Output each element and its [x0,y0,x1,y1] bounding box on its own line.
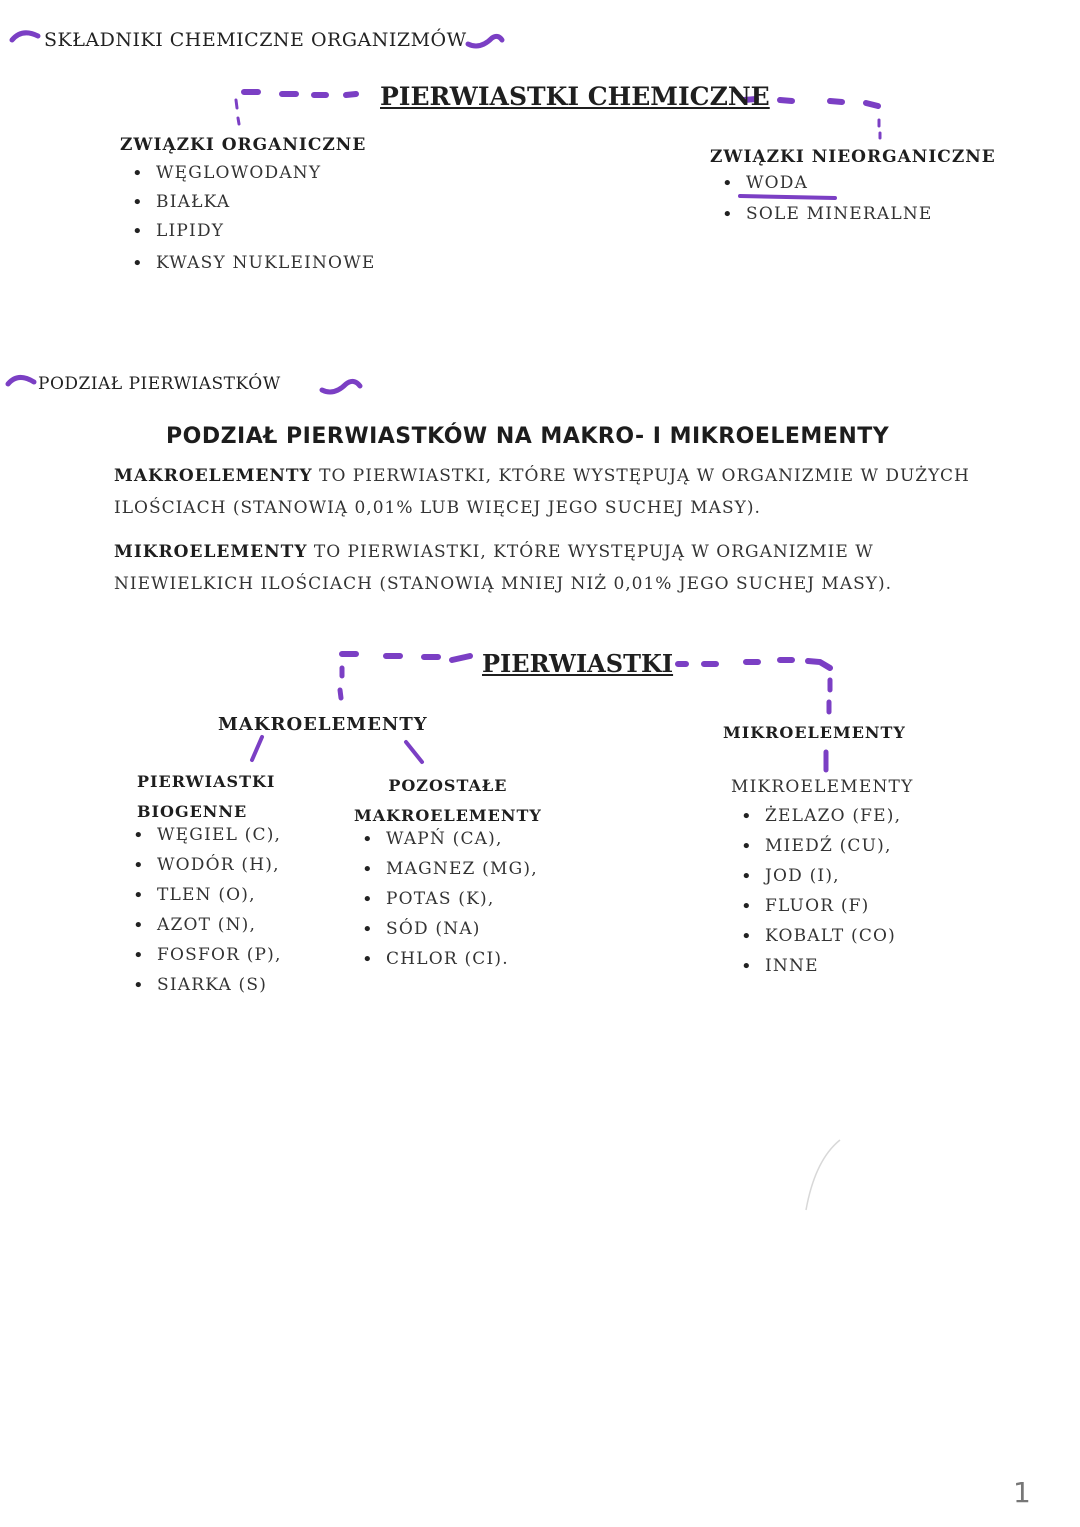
list-item: • KWASY NUKLEINOWE [132,253,375,282]
division-title: PODZIAŁ PIERWIASTKÓW NA MAKRO- I MIKROELEMENTY [166,424,890,449]
squiggle-right-icon-2 [322,381,360,392]
organic-compounds-list [132,163,375,282]
inorganic-compounds-list [722,173,933,233]
microelements-subheading: MIKROELEMENTY [731,777,914,797]
list-item: • KOBALT (CO) [741,926,901,956]
biogenic-heading-line2: BIOGENNE [137,802,248,821]
section-label-element-division: PODZIAŁ PIERWIASTKÓW [38,374,281,394]
macro-def-line2: ILOŚCIACH (STANOWIĄ 0,01% LUB WIĘCEJ JEGO SUCHEJ MASY). [114,498,761,518]
other-macro-heading-line2: MAKROELEMENTY [354,806,542,825]
list-item: • SÓD (NA) [362,919,538,949]
biogenic-elements-list [133,825,282,1005]
micro-definition [114,536,1014,600]
other-macro-heading-line1: POZOSTAŁE [388,776,508,795]
list-item: • TLEN (O), [133,885,282,915]
macro-definition [114,460,1014,524]
other-macro-heading [354,771,542,831]
organic-compounds-heading: ZWIĄZKI ORGANICZNE [120,135,367,155]
list-item: • JOD (I), [741,866,901,896]
page-number: 1 [1013,1476,1031,1509]
squiggle-left-icon [12,33,38,40]
list-item: • MIEDŹ (CU), [741,836,901,866]
biogenic-heading-line1: PIERWIASTKI [137,772,276,791]
list-item: • LIPIDY [132,221,375,253]
other-macro-list [362,829,538,979]
micro-def-line1: TO PIERWIASTKI, KTÓRE WYSTĘPUJĄ W ORGANIZMIE W [313,542,874,562]
squiggle-left-icon-2 [8,377,34,384]
inorganic-compounds-heading: ZWIĄZKI NIEORGANICZNE [710,147,996,167]
list-item: • WODÓR (H), [133,855,282,885]
branch-left-icon [252,737,262,760]
list-item: • MAGNEZ (MG), [362,859,538,889]
list-item: • SIARKA (S) [133,975,282,1005]
branch-right-icon [406,742,422,762]
elements-tree-title: PIERWIASTKI [482,649,674,678]
list-item: • INNE [741,956,901,986]
list-item: • FLUOR (F) [741,896,901,926]
list-item: • POTAS (K), [362,889,538,919]
biogenic-heading [137,767,275,827]
list-item: • WAPŃ (CA), [362,829,538,859]
micro-def-line2: NIEWIELKICH ILOŚCIACH (STANOWIĄ MNIEJ NIŻ 0,01% JEGO SUCHEJ MASY). [114,574,893,594]
list-item: • WODA [722,173,933,204]
list-item: • WĘGLOWODANY [132,163,375,192]
microelements-list [741,806,901,986]
microelements-heading: MIKROELEMENTY [723,723,906,742]
micro-term: MIKROELEMENTY [114,542,308,562]
list-item: • ŻELAZO (FE), [741,806,901,836]
section-label-chemical-components: SKŁADNIKI CHEMICZNE ORGANIZMÓW [44,29,467,51]
list-item: • FOSFOR (P), [133,945,282,975]
macro-def-line1: TO PIERWIASTKI, KTÓRE WYSTĘPUJĄ W ORGANIZMIE W DUŻYCH [319,466,970,486]
list-item: • BIAŁKA [132,192,375,221]
list-item: • WĘGIEL (C), [133,825,282,855]
chemical-elements-title: PIERWIASTKI CHEMICZNE [380,82,770,111]
squiggle-right-icon [468,36,502,46]
macro-term: MAKROELEMENTY [114,466,313,486]
list-item: • SOLE MINERALNE [722,204,933,233]
macroelements-heading: MAKROELEMENTY [218,714,428,735]
list-item: • CHLOR (CI). [362,949,538,979]
list-item: • AZOT (N), [133,915,282,945]
